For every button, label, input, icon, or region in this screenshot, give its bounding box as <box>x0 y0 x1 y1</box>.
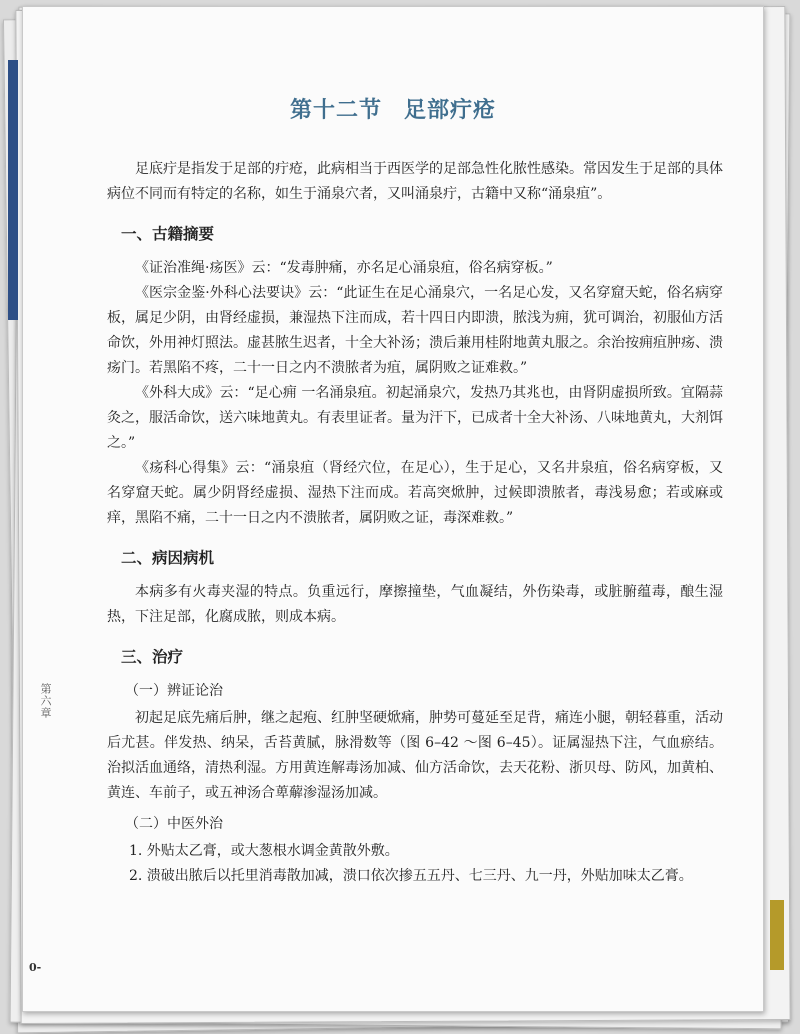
subsection-heading: （二）中医外治 <box>125 816 223 832</box>
etiology-paragraph: 本病多有火毒夹湿的特点。负重远行，摩擦撞垫，气血凝结，外伤染毒，或脏腑蕴毒，酿生湿热，下注足部，化腐成脓，则成本病。 <box>107 584 723 625</box>
cover-edge <box>770 900 784 970</box>
list-item: 1. 外贴太乙膏，或大葱根水调金黄散外敷。 <box>129 843 399 859</box>
section-name: 足部疔疮 <box>404 97 497 123</box>
quote-paragraph: 《外科大成》云：“足心痈 一名涌泉疽。初起涌泉穴，发热乃其兆也，由肾阴虚损所致。宜隔蒜灸之，服活命饮，送六味地黄丸。有表里证者。量为汗下，已成者十全大补汤、八味地黄丸，大剂饵之。” <box>107 385 723 451</box>
subsection-heading: （一）辨证论治 <box>125 683 223 699</box>
section-heading: 一、古籍摘要 <box>121 224 215 243</box>
page-title <box>23 93 763 124</box>
page-number: 0- <box>29 961 42 974</box>
quote-paragraph: 《证治准绳·疡医》云：“发毒肿痛，亦名足心涌泉疽，俗名病穿板。” <box>135 260 553 276</box>
chapter-tab: 第六章 <box>39 683 52 719</box>
book-page <box>22 6 764 1012</box>
section-heading: 二、病因病机 <box>121 548 215 567</box>
list-item: 2. 溃破出脓后以托里消毒散加减，溃口依次掺五五丹、七三丹、九一丹，外贴加味太乙膏。 <box>129 868 693 884</box>
intro-paragraph: 足底疔是指发于足部的疔疮，此病相当于西医学的足部急性化脓性感染。常因发生于足部的具体病位不同而有特定的名称，如生于涌泉穴者，又叫涌泉疔，古籍中又称“涌泉疽”。 <box>107 161 723 202</box>
quote-paragraph: 《医宗金鉴·外科心法要诀》云：“此证生在足心涌泉穴，一名足心发，又名穿窟天蛇，俗名病穿板，属足少阴，由肾经虚损，兼湿热下注而成，若十四日内即溃，脓浅为痈，犹可调治，初服仙方活命饮，外用神灯照法。虚甚脓生迟者，十全大补汤；溃后兼用桂附地黄丸服之。余治按痈疽肿疡、溃疡门。若黑陷不疼，二十一日之内不溃脓者为疽，属阴败之证难救。” <box>107 285 723 376</box>
page-content <box>107 157 723 889</box>
quote-paragraph: 《疡科心得集》云：“涌泉疽（肾经穴位，在足心），生于足心，又名井泉疽，俗名病穿板，又名穿窟天蛇。属少阴肾经虚损、湿热下注而成。若高突焮肿，过候即溃脓者，毒浅易愈；若或麻或痒，黑陷不痛，二十一日之内不溃脓者，属阴败之证，毒深难救。” <box>107 460 723 526</box>
section-number: 第十二节 <box>289 97 382 123</box>
treatment-paragraph: 初起足底先痛后肿，继之起疱、红肿坚硬焮痛，肿势可蔓延至足背，痛连小腿，朝轻暮重，活动后尤甚。伴发热、纳呆，舌苔黄腻，脉滑数等（图 6–42 ～图 6–45）。证属湿热下注，气血瘀结。治拟活血通络，清热利湿。方用黄连解毒汤加减、仙方活命饮，去天花粉、浙贝母、防风，加黄柏、黄连、车前子，或五神汤合萆薢渗湿汤加减。 <box>107 710 723 801</box>
cover-edge <box>8 60 18 320</box>
section-heading: 三、治疗 <box>121 647 184 666</box>
